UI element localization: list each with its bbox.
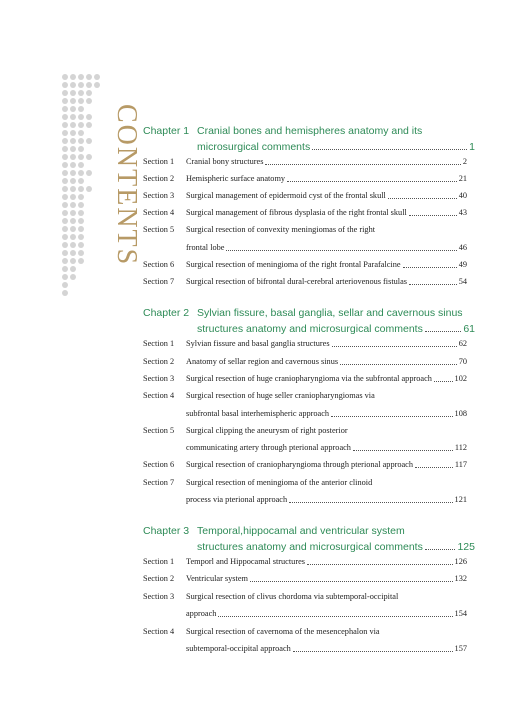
section-page: 102: [454, 374, 467, 383]
section-page: 132: [454, 574, 467, 583]
section-title: Surgical resection of meningioma of the anterior clinoid: [186, 478, 373, 487]
section-label: Section 2: [143, 357, 175, 366]
chapter-title-line-2: microsurgical comments: [197, 141, 311, 153]
section-title-continued: frontal lobe: [186, 243, 225, 252]
section-title: Ventricular system: [186, 574, 248, 583]
section-title-continued: communicating artery through pterional approach: [186, 443, 351, 452]
toc-entry[interactable]: [143, 223, 467, 237]
toc-entry[interactable]: [143, 625, 467, 639]
toc-entry[interactable]: [143, 372, 467, 386]
section-page: 121: [454, 495, 467, 504]
chapter-number: Chapter 3: [143, 525, 190, 537]
section-title: Cranial bony structures: [186, 157, 264, 166]
section-label: Section 1: [143, 339, 175, 348]
section-title: Temporl and Hippocamal structures: [186, 557, 305, 566]
section-title: Surgical resection of clivus chordoma via subtemporal-occipital: [186, 592, 399, 601]
section-label: Section 4: [143, 208, 175, 217]
toc-entry-continuation[interactable]: [143, 642, 467, 656]
toc-entry-continuation[interactable]: [143, 241, 467, 255]
section-label: Section 2: [143, 574, 175, 583]
toc-entry[interactable]: [143, 258, 467, 272]
section-label: Section 7: [143, 478, 175, 487]
toc-entry[interactable]: [143, 189, 467, 203]
section-title: Surgical resection of huge craniopharyngioma via the subfrontal approach: [186, 374, 432, 383]
chapter-number: Chapter 2: [143, 307, 190, 319]
toc-entry[interactable]: [143, 424, 467, 438]
section-title: Surgical management of fibrous dysplasia of the right frontal skull: [186, 208, 407, 217]
section-label: Section 7: [143, 277, 175, 286]
section-page: 108: [454, 409, 467, 418]
chapter-title-line-2: structures anatomy and microsurgical comments: [197, 541, 423, 553]
section-page: 46: [458, 243, 467, 252]
section-label: Section 3: [143, 592, 175, 601]
section-title-continued: approach: [186, 609, 217, 618]
section-title: Surgical resection of cavernoma of the mesencephalon via: [186, 627, 380, 636]
section-page: 49: [458, 260, 467, 269]
toc-entry[interactable]: [143, 555, 467, 569]
toc-entry[interactable]: [143, 172, 467, 186]
section-label: Section 5: [143, 426, 175, 435]
section-page: 40: [458, 191, 467, 200]
section-page: 43: [458, 208, 467, 217]
section-page: 126: [454, 557, 467, 566]
section-title: Surgical resection of huge seller craniopharyngiomas via: [186, 391, 375, 400]
chapter-page: 1: [469, 141, 475, 153]
toc-entry[interactable]: [143, 275, 467, 289]
section-title: Surgical resection of bifrontal dural-cerebral arteriovenous fistulas: [186, 277, 408, 286]
section-page: 112: [454, 443, 467, 452]
section-label: Section 1: [143, 557, 175, 566]
toc-entry-continuation[interactable]: [143, 407, 467, 421]
toc-entry[interactable]: [143, 389, 467, 403]
section-label: Section 4: [143, 391, 175, 400]
section-page: 154: [454, 609, 467, 618]
toc-entry-continuation[interactable]: [143, 607, 467, 621]
toc-entry[interactable]: [143, 590, 467, 604]
chapter-title-line-2: structures anatomy and microsurgical comments: [197, 323, 423, 335]
section-title: Surgical resection of convexity meningiomas of the right: [186, 225, 376, 234]
section-title-continued: subtemporal-occipital approach: [186, 644, 291, 653]
section-title-continued: process via pterional approach: [186, 495, 288, 504]
section-title: Surgical clipping the aneurysm of right posterior: [186, 426, 348, 435]
contents-title: CONTENTS: [111, 104, 142, 267]
toc-entry[interactable]: [143, 155, 467, 169]
toc-entry[interactable]: [143, 206, 467, 220]
toc-entry-continuation[interactable]: [143, 493, 467, 507]
section-label: Section 6: [143, 460, 175, 469]
chapter-title-line-1: Sylvian fissure, basal ganglia, sellar and cavernous sinus: [197, 307, 463, 319]
section-title: Sylvian fissure and basal ganglia structures: [186, 339, 330, 348]
section-page: 62: [458, 339, 467, 348]
toc-entry-continuation[interactable]: [143, 441, 467, 455]
section-page: 70: [458, 357, 467, 366]
chapter-number: Chapter 1: [143, 125, 190, 137]
section-page: 2: [462, 157, 467, 166]
chapter-title-line-1: Temporal,hippocamal and ventricular system: [197, 525, 405, 537]
section-label: Section 4: [143, 627, 175, 636]
section-label: Section 1: [143, 157, 175, 166]
section-title: Hemispheric surface anatomy: [186, 174, 286, 183]
chapter-page: 125: [457, 541, 475, 553]
chapter-title-line-1: Cranial bones and hemispheres anatomy and its: [197, 125, 423, 137]
section-title: Anatomy of sellar region and cavernous sinus: [186, 357, 339, 366]
section-page: 54: [458, 277, 467, 286]
section-label: Section 6: [143, 260, 175, 269]
toc-entry[interactable]: [143, 337, 467, 351]
section-label: Section 3: [143, 191, 175, 200]
toc-entry[interactable]: [143, 355, 467, 369]
section-title-continued: subfrontal basal interhemispheric approach: [186, 409, 330, 418]
section-page: 21: [458, 174, 467, 183]
toc-entry[interactable]: [143, 476, 467, 490]
section-page: 157: [454, 644, 467, 653]
section-title: Surgical resection of meningioma of the right frontal Parafalcine: [186, 260, 401, 269]
toc-entry[interactable]: [143, 572, 467, 586]
section-title: Surgical resection of craniopharyngioma through pterional approach: [186, 460, 414, 469]
section-label: Section 3: [143, 374, 175, 383]
section-page: 117: [454, 460, 467, 469]
section-label: Section 5: [143, 225, 175, 234]
section-label: Section 2: [143, 174, 175, 183]
toc-entry[interactable]: [143, 458, 467, 472]
section-title: Surgical management of epidermoid cyst of the frontal skull: [186, 191, 386, 200]
chapter-page: 61: [463, 323, 475, 335]
